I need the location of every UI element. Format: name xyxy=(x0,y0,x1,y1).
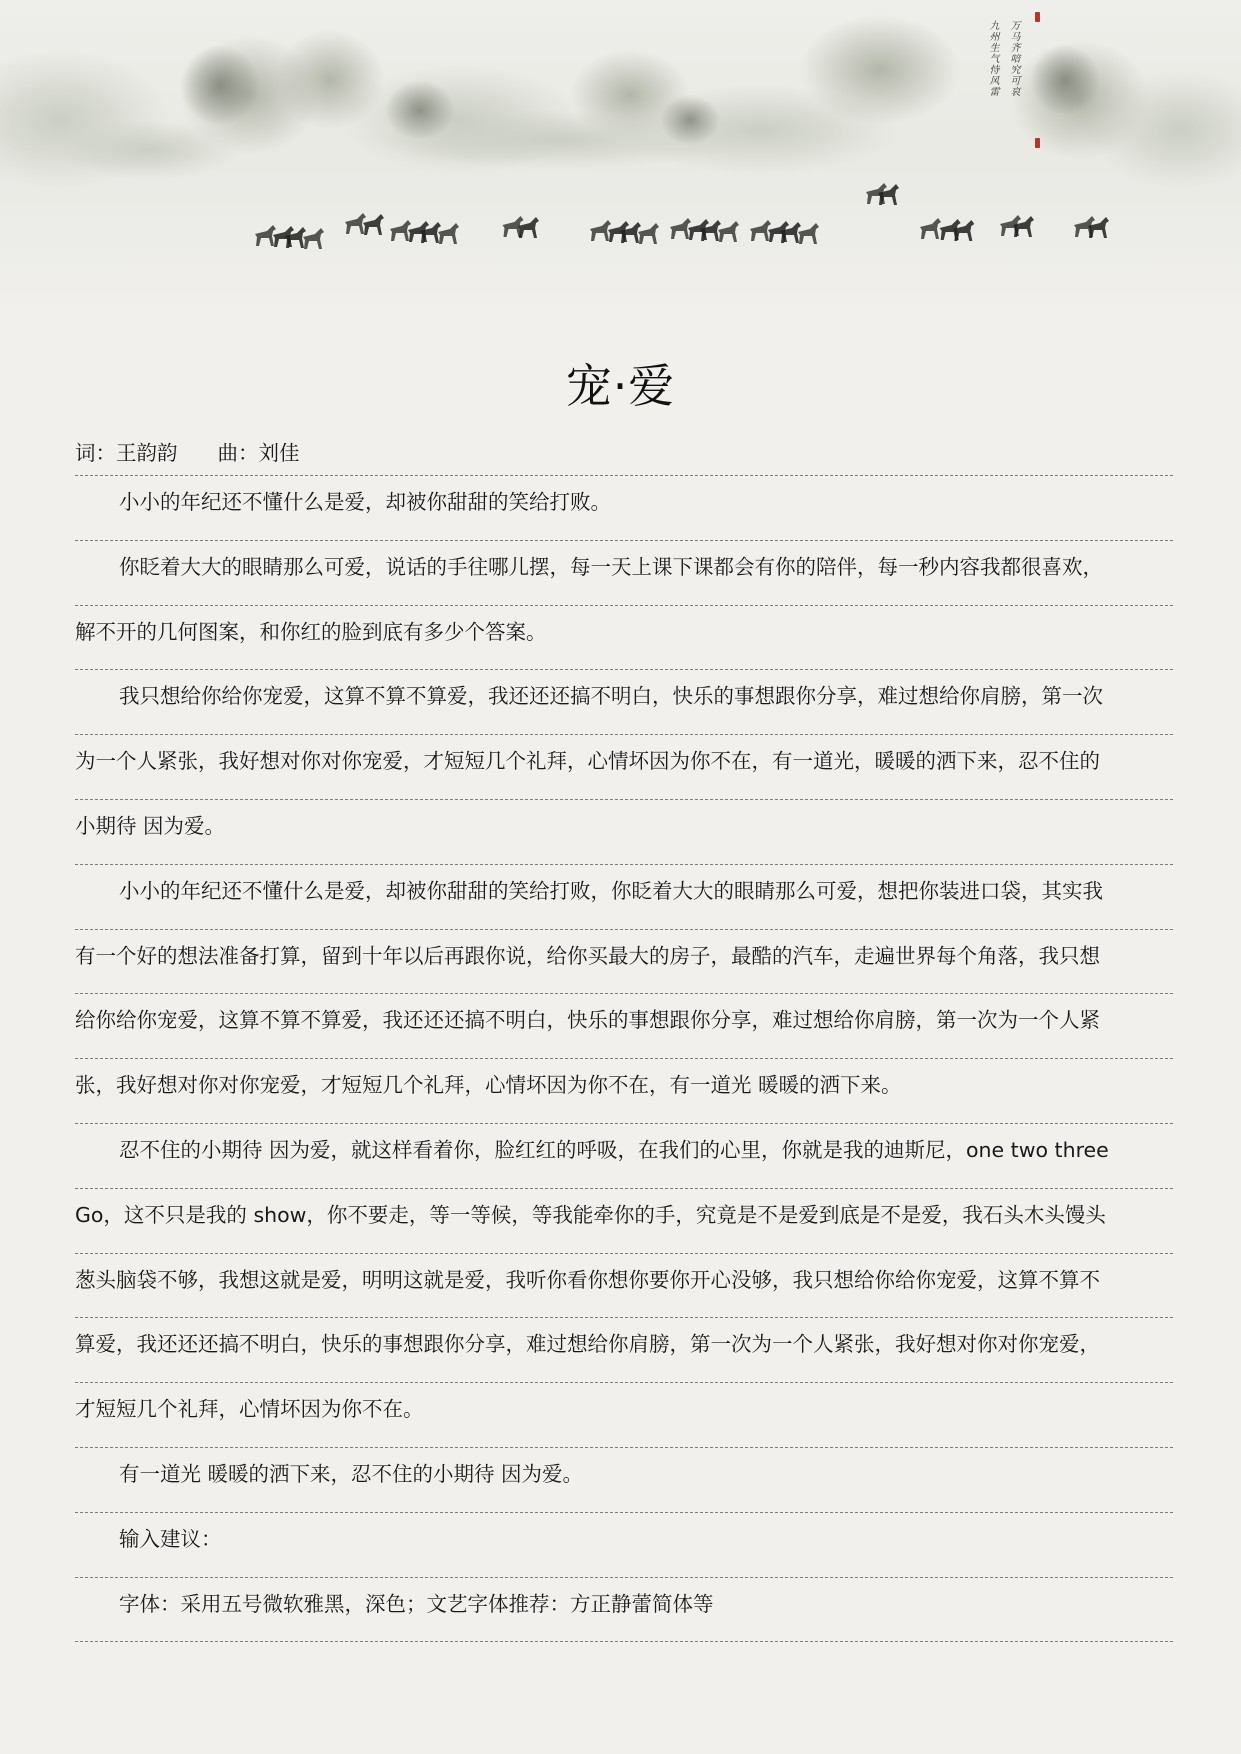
lyric-line xyxy=(75,670,1173,735)
lyric-line xyxy=(75,865,1173,930)
lyric-text: 输入建议： xyxy=(119,1526,222,1551)
lyric-line xyxy=(75,930,1173,995)
lyric-text: 有一道光 暖暖的洒下来，忍不住的小期待 因为爱。 xyxy=(119,1461,584,1486)
running-horses xyxy=(255,183,1109,249)
lyric-line xyxy=(75,1448,1173,1513)
tree-shape xyxy=(800,15,960,125)
tree-shape xyxy=(60,120,240,180)
horse-icon xyxy=(363,214,384,235)
lyric-text: 有一个好的想法准备打算，留到十年以后再跟你说，给你买最大的房子，最酷的汽车，走遍世界每个角落，我只想 xyxy=(75,943,1100,968)
horse-icon xyxy=(718,221,739,242)
lyric-line xyxy=(75,1059,1173,1124)
lyric-text: 张，我好想对你对你宠爱，才短短几个礼拜，心情坏因为你不在，有一道光 暖暖的洒下来。 xyxy=(75,1073,902,1098)
lyricist-credit: 词：王韵韵 xyxy=(75,441,178,465)
horse-icon xyxy=(920,218,941,239)
lyric-line xyxy=(75,1578,1173,1643)
tree-shape xyxy=(660,95,720,145)
horse-icon xyxy=(638,223,659,244)
tree-shape xyxy=(180,45,260,125)
lyric-text: 我只想给你给你宠爱，这算不算不算爱，我还还还搞不明白，快乐的事想跟你分享，难过想给你肩膀，第一次 xyxy=(119,684,1103,709)
lyric-text: 解不开的几何图案，和你红的脸到底有多少个答案。 xyxy=(75,619,547,644)
lyric-line xyxy=(75,1189,1173,1254)
horse-icon xyxy=(345,213,366,234)
calligraphy-inscription xyxy=(985,20,1035,150)
composer-credit: 曲：刘佳 xyxy=(217,441,300,465)
lyric-text: 才短短几个礼拜，心情坏因为你不在。 xyxy=(75,1397,424,1422)
lyric-text: Go，这不只是我的 show，你不要走，等一等候，等我能牵你的手，究竟是不是爱到底是不是爱，我石头木头馒头 xyxy=(75,1202,1106,1227)
lyric-text: 葱头脑袋不够，我想这就是爱，明明这就是爱，我听你看你想你要你开心没够，我只想给你给你宠爱，这算不算不 xyxy=(75,1267,1100,1292)
credits-line xyxy=(75,438,1173,476)
misty-trees xyxy=(0,15,1241,190)
horse-icon xyxy=(303,228,324,249)
lyric-text: 为一个人紧张，我好想对你对你宠爱，才短短几个礼拜，心情坏因为你不在，有一道光，暖暖的洒下来，忍不住的 xyxy=(75,749,1100,774)
header-banner-painting xyxy=(0,0,1241,318)
inscription-column-2: 万马齐喑究可哀 xyxy=(1008,20,1019,97)
horse-icon xyxy=(750,220,771,241)
lyric-text: 小小的年纪还不懂什么是爱，却被你甜甜的笑给打败。 xyxy=(119,490,611,514)
lyric-text: 小期待 因为爱。 xyxy=(75,813,226,838)
lyric-line xyxy=(75,541,1173,606)
red-seal-stamp-icon xyxy=(1035,12,1040,22)
lyric-text: 给你给你宠爱，这算不算不算爱，我还还还搞不明白，快乐的事想跟你分享，难过想给你肩膀，第一次为一个人紧 xyxy=(75,1008,1100,1033)
lyric-line xyxy=(75,800,1173,865)
red-seal-stamp-icon xyxy=(1035,138,1040,148)
lyrics-lines xyxy=(75,476,1173,1642)
lyric-text: 你眨着大大的眼睛那么可爱，说话的手往哪儿摆，每一天上课下课都会有你的陪伴，每一秒内容我都很喜欢， xyxy=(119,554,1103,579)
horse-icon xyxy=(438,223,459,244)
lyric-line xyxy=(75,1124,1173,1189)
horse-icon xyxy=(798,223,819,244)
lyric-text: 小小的年纪还不懂什么是爱，却被你甜甜的笑给打败，你眨着大大的眼睛那么可爱，想把你装进口袋，其实我 xyxy=(119,878,1103,903)
lyric-line xyxy=(75,1513,1173,1578)
horse-icon xyxy=(255,225,276,246)
lyric-line xyxy=(75,1383,1173,1448)
lyric-text: 算爱，我还还还搞不明白，快乐的事想跟你分享，难过想给你肩膀，第一次为一个人紧张，我好想对你对你宠爱， xyxy=(75,1332,1100,1357)
lyric-line xyxy=(75,476,1173,541)
lyric-line xyxy=(75,1254,1173,1319)
winter-landscape-illustration xyxy=(0,0,1241,318)
lyric-line xyxy=(75,606,1173,671)
horse-icon xyxy=(590,220,611,241)
lyrics-body xyxy=(75,438,1173,1642)
lyric-line xyxy=(75,1318,1173,1383)
lyric-text: 忍不住的小期待 因为爱，就这样看着你，脸红红的呼吸，在我们的心里，你就是我的迪斯尼，one two three xyxy=(119,1137,1109,1162)
lyric-line xyxy=(75,994,1173,1059)
horse-icon xyxy=(670,218,691,239)
tree-shape xyxy=(1030,45,1100,115)
inscription-column-1: 九州生气恃风雷 xyxy=(987,20,998,97)
page-title: 宠·爱 xyxy=(565,359,676,413)
lyric-line xyxy=(75,735,1173,800)
horse-icon xyxy=(390,220,411,241)
tree-shape xyxy=(385,80,455,140)
lyric-text: 字体：采用五号微软雅黑，深色；文艺字体推荐：方正静蕾简体等 xyxy=(119,1591,714,1616)
